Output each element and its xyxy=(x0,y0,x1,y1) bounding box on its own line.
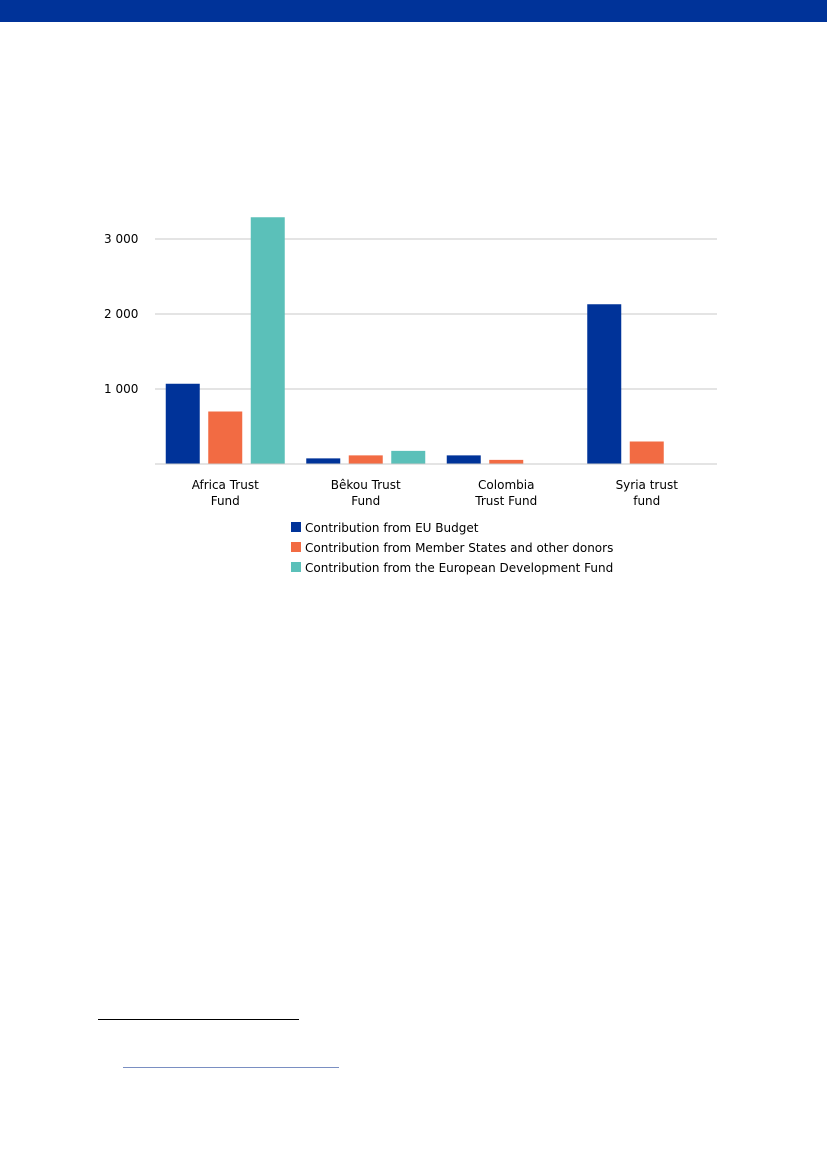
footnote-separator xyxy=(98,1019,299,1020)
legend xyxy=(291,521,613,575)
legend-swatch xyxy=(291,542,301,552)
bar-1-3 xyxy=(630,442,664,465)
bar-0-0 xyxy=(166,384,200,464)
category-label: Syria trust xyxy=(615,478,678,492)
bar-0-2 xyxy=(447,455,481,464)
gridlines xyxy=(155,239,717,389)
category-label: Fund xyxy=(210,494,240,508)
category-label: Bêkou Trust xyxy=(330,478,401,492)
bar-0-1 xyxy=(306,458,340,464)
bar-1-2 xyxy=(489,460,523,464)
category-label: Trust Fund xyxy=(475,494,538,508)
footnote-link-underline[interactable] xyxy=(123,1067,339,1068)
legend-label: Contribution from the European Development Fund xyxy=(305,561,614,575)
bar-2-1 xyxy=(391,451,425,464)
legend-swatch xyxy=(291,562,301,572)
category-label: fund xyxy=(633,494,661,508)
category-label: Colombia xyxy=(478,478,535,492)
bar-2-0 xyxy=(251,217,285,464)
bar-0-3 xyxy=(587,304,621,464)
legend-swatch xyxy=(291,522,301,532)
category-labels xyxy=(192,478,679,508)
y-tick-label: 3 000 xyxy=(104,232,139,246)
y-tick-label: 1 000 xyxy=(104,382,139,396)
y-tick-labels xyxy=(104,232,138,396)
legend-label: Contribution from Member States and other donors xyxy=(305,541,614,555)
y-tick-label: 2 000 xyxy=(104,307,139,321)
bars xyxy=(166,217,664,464)
bar-1-0 xyxy=(208,412,242,465)
category-label: Fund xyxy=(351,494,381,508)
legend-label: Contribution from EU Budget xyxy=(305,521,479,535)
category-label: Africa Trust xyxy=(191,478,259,492)
bar-1-1 xyxy=(349,455,383,464)
